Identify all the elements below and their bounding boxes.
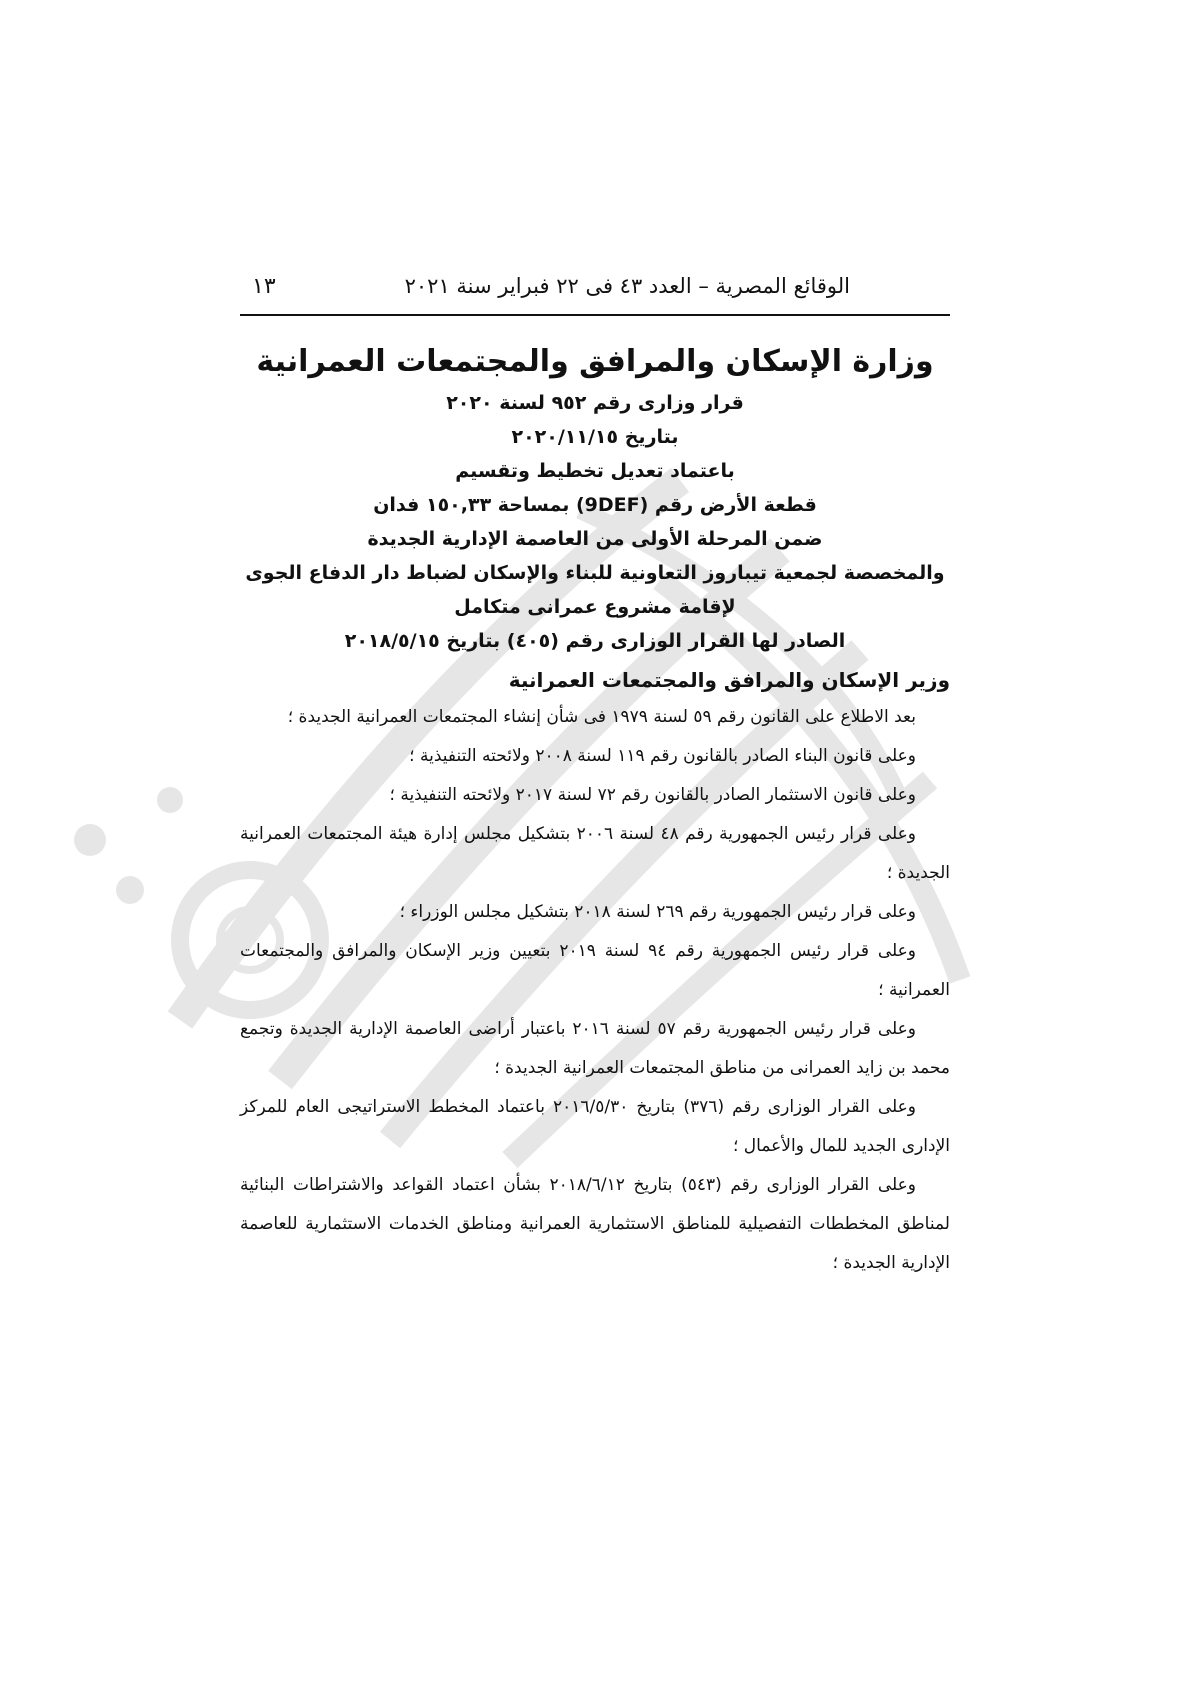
page-number: ١٣	[252, 274, 276, 299]
decree-date: بتاريخ ٢٠٢٠/١١/١٥	[511, 426, 679, 448]
decree-number: قرار وزارى رقم ٩٥٢ لسنة ٢٠٢٠	[446, 392, 744, 414]
recital-paragraph: وعلى قرار رئيس الجمهورية رقم ٢٦٩ لسنة ٢٠١٨ بتشكيل مجلس الوزراء ؛	[399, 902, 916, 922]
gazette-header-title: الوقائع المصرية – العدد ٤٣ فى ٢٢ فبراير سنة ٢٠٢١	[404, 274, 850, 298]
minister-title: وزير الإسكان والمرافق والمجتمعات العمرانية	[508, 668, 950, 692]
page-header	[240, 270, 950, 316]
decree-subject-line-3: ضمن المرحلة الأولى من العاصمة الإدارية الجديدة	[367, 528, 823, 550]
document-page	[240, 270, 950, 1283]
decree-subject-line-6: الصادر لها القرار الوزارى رقم (٤٠٥) بتاريخ ٢٠١٨/٥/١٥	[344, 630, 846, 652]
decree-subject-line-1: باعتماد تعديل تخطيط وتقسيم	[455, 460, 735, 482]
recital-paragraph: وعلى قرار رئيس الجمهورية رقم ٩٤ لسنة ٢٠١٩ بتعيين وزير الإسكان والمرافق والمجتمعات العمرانية ؛	[240, 941, 950, 1000]
ministry-heading: وزارة الإسكان والمرافق والمجتمعات العمرانية	[256, 344, 934, 379]
recital-paragraph: وعلى القرار الوزارى رقم (٥٤٣) بتاريخ ٢٠١٨/٦/١٢ بشأن اعتماد القواعد والاشتراطات البنائية لمناطق المخططات التفصيلية للمناطق الاستثمارية العمرانية ومناطق الخدمات الاستثمارية للعاصمة الإدارية الجديدة ؛	[240, 1175, 950, 1273]
recital-paragraph: وعلى القرار الوزارى رقم (٣٧٦) بتاريخ ٢٠١٦/٥/٣٠ باعتماد المخطط الاستراتيجى العام للمركز الإدارى الجديد للمال والأعمال ؛	[240, 1097, 950, 1156]
decree-subject-line-5: لإقامة مشروع عمرانى متكامل	[454, 596, 736, 618]
recital-paragraph: وعلى قرار رئيس الجمهورية رقم ٤٨ لسنة ٢٠٠٦ بتشكيل مجلس إدارة هيئة المجتمعات العمرانية الجديدة ؛	[240, 824, 950, 883]
decree-subject-line-2: قطعة الأرض رقم (9DEF) بمساحة ١٥٠,٣٣ فدان	[373, 494, 817, 516]
recital-paragraph: وعلى قانون البناء الصادر بالقانون رقم ١١٩ لسنة ٢٠٠٨ ولائحته التنفيذية ؛	[409, 746, 916, 766]
recital-paragraph: وعلى قانون الاستثمار الصادر بالقانون رقم ٧٢ لسنة ٢٠١٧ ولائحته التنفيذية ؛	[389, 785, 916, 805]
decree-subject-line-4: والمخصصة لجمعية تيباروز التعاونية للبناء والإسكان لضباط دار الدفاع الجوى	[245, 562, 945, 584]
recital-paragraph: بعد الاطلاع على القانون رقم ٥٩ لسنة ١٩٧٩ فى شأن إنشاء المجتمعات العمرانية الجديدة ؛	[287, 707, 916, 727]
recital-paragraph: وعلى قرار رئيس الجمهورية رقم ٥٧ لسنة ٢٠١٦ باعتبار أراضى العاصمة الإدارية الجديدة وتجمع محمد بن زايد العمرانى من مناطق المجتمعات العمرانية الجديدة ؛	[240, 1019, 950, 1078]
